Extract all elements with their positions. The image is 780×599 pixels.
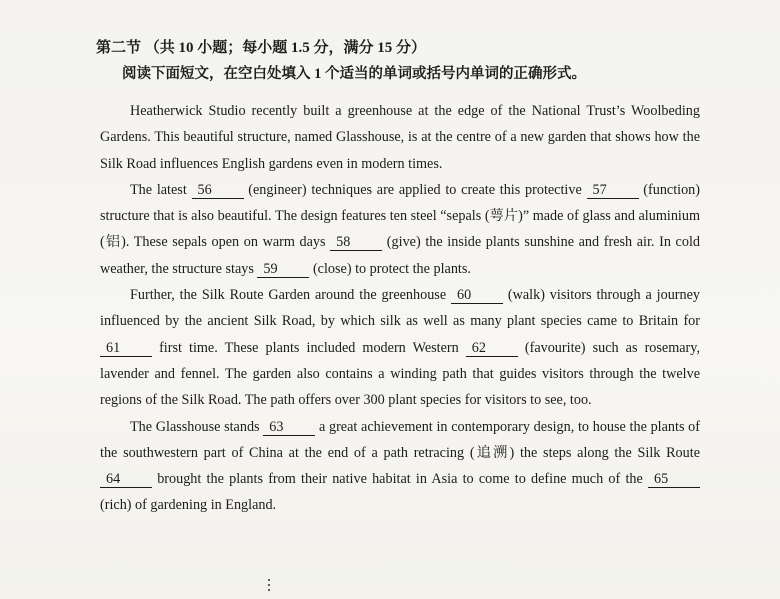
text-segment: a great achievement in contemporary design, to house the plants of the southwestern part of China at the end of a path retracing (追溯) the steps along the Silk Route (100, 418, 700, 461)
instruction-text: 阅读下面短文，在空白处填入 1 个适当的单词或括号内单词的正确形式。 (122, 66, 586, 82)
blank-56[interactable]: 56 (192, 182, 244, 199)
blank-57[interactable]: 57 (587, 182, 639, 199)
blank-58[interactable]: 58 (330, 234, 382, 251)
text-segment: (rich) of gardening in England. (100, 497, 277, 514)
blank-61[interactable]: 61 (100, 340, 152, 357)
blank-63[interactable]: 63 (263, 419, 315, 436)
reading-passage (100, 98, 700, 519)
paragraph-1-text: Heatherwick Studio recently built a greenhouse at the edge of the National Trust’s Woolbeding Gardens. This beautiful structure, named Glasshouse, is at the centre of a new garden that shows how the Silk Road influences English gardens even in modern times. (100, 103, 700, 172)
text-segment: first time. These plants included modern Western (152, 339, 466, 356)
text-segment: (close) to protect the plants. (309, 260, 471, 277)
text-segment: Further, the Silk Route Garden around the greenhouse (130, 287, 451, 304)
text-segment: (function) structure that is also beautiful. The design features ten steel “sepals (萼片)” made of glass and aluminium (铝). These sepals open on warm days (100, 181, 701, 251)
text-segment: The Glasshouse stands (130, 418, 264, 435)
page-dots-mark (266, 576, 272, 596)
text-segment: (walk) visitors through a journey influenced by the ancient Silk Road, by which silk as well as many plant species came to Britain for (100, 287, 701, 330)
text-segment: (give) the inside plants sunshine and fresh air. In cold weather, the structure stays (100, 234, 700, 277)
text-segment: (favourite) such as rosemary, lavender and fennel. The garden also contains a winding path that guides visitors through the twelve regions of the Silk Road. The path offers over 300 plant species for visitors to see, too. (100, 339, 700, 409)
blank-62[interactable]: 62 (466, 340, 518, 357)
paragraph-2 (100, 177, 700, 282)
paragraph-1 (100, 98, 700, 177)
paragraph-4 (100, 414, 700, 519)
text-segment: (engineer) techniques are applied to create this protective (243, 181, 587, 198)
text-segment: The latest (130, 181, 192, 198)
blank-60[interactable]: 60 (451, 287, 503, 304)
blank-59[interactable]: 59 (257, 261, 309, 278)
text-segment: brought the plants from their native habitat in Asia to come to define much of the (152, 471, 648, 488)
blank-65[interactable]: 65 (648, 471, 700, 488)
blank-64[interactable]: 64 (100, 471, 152, 488)
section-title: 第二节 （共 10 小题；每小题 1.5 分，满分 15 分） (96, 40, 427, 56)
paragraph-3 (100, 282, 700, 413)
